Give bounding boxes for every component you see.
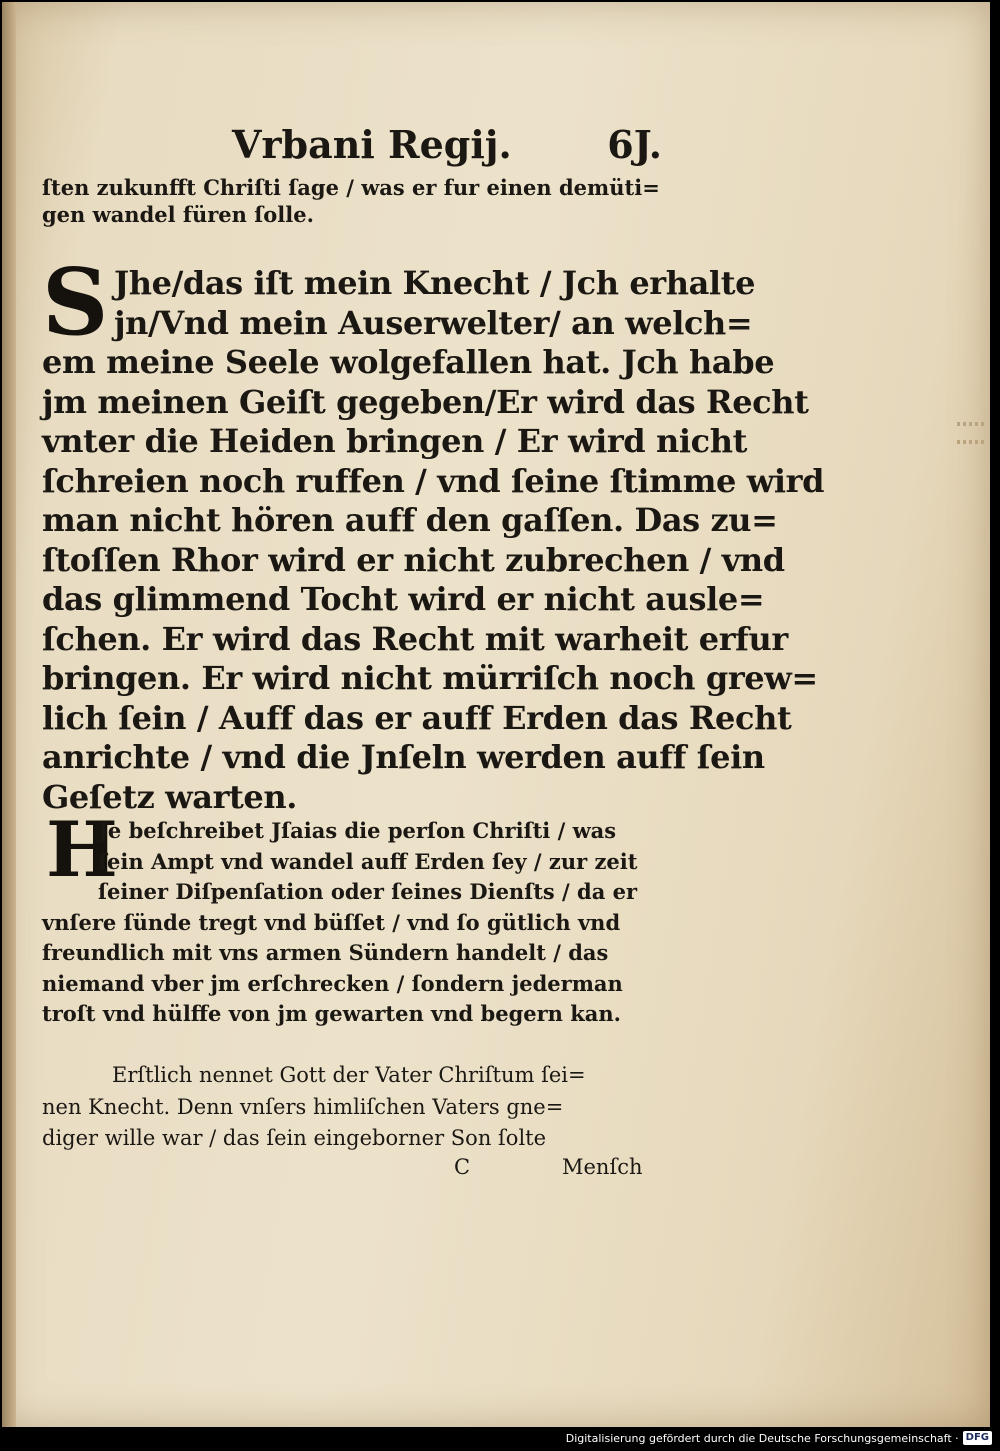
footer-credit: Digitalisierung gefördert durch die Deutsche Forschungsgemeinschaft · [565,1431,959,1445]
text-line: troſt vnd hülffe von jm gewarten vnd begern kan. [42,1001,621,1026]
text-line: Jhe/das iſt mein Knecht / Jch erhalte [114,264,756,302]
text-line: ſchreien noch ruffen / vnd ſeine ſtimme wird [42,461,825,500]
text-line: ſeiner Diſpenſation oder ſeines Dienſts / da er [98,879,638,904]
body-paragraph [42,1060,667,1186]
text-line: Erſtlich nennet Gott der Vater Chriſtum ſei= [112,1063,586,1087]
book-page [2,2,990,1427]
edge-mark [957,440,987,444]
text-line: anrichte / vnd die Jnſeln werden auff ſein [42,738,765,776]
text-line: vnſere ſünde tregt vnd büſſet / vnd ſo gütlich vnd [42,909,621,935]
decorated-initial-h: H [46,805,118,894]
text-line: em meine Seele wolgefallen hat. Jch habe [42,343,775,381]
signature-mark: C [454,1154,471,1179]
decorated-initial-s: S [42,248,109,356]
text-line: lich ſein / Auff das er auff Erden das Recht [42,698,792,737]
signature-catchword-line [42,1155,667,1187]
text-line: vnter die Heiden bringen / Er wird nicht [42,422,747,460]
catchword: Menſch [562,1154,643,1179]
page-header [232,122,662,170]
text-line: jn/Vnd mein Auserwelter/ an welch= [114,303,753,342]
digitization-footer [566,1430,992,1446]
text-line: ſchen. Er wird das Recht mit warheit erfur [42,619,788,658]
commentary-text [42,816,667,1030]
edge-mark [957,422,987,426]
text-line: gen wandel füren ſolle. [42,202,314,227]
text-line: jm meinen Geiſt gegeben/Er wird das Recht [42,382,809,421]
scripture-quote [42,264,825,817]
running-title: Vrbani Regij. [232,122,512,167]
text-line: niemand vber jm erſchrecken / ſondern jederman [42,970,623,996]
text-line: ſtoſſen Rhor wird er nicht zubrechen / vnd [42,540,785,579]
page-gutter-shadow [2,2,16,1427]
text-line: man nicht hören auff den gaſſen. Das zu= [42,501,778,539]
intro-text [42,174,667,228]
text-line: bringen. Er wird nicht mürriſch noch grew= [42,659,818,697]
text-line: ſein Ampt vnd wandel auff Erden ſey / zur zeit [98,848,638,874]
dfg-logo: DFG [963,1431,992,1445]
text-line: ſten zukunfft Chriſti ſage / was er fur einen demüti= [42,175,660,200]
folio-number: 6J. [607,122,662,167]
text-line: Je beſchreibet Jſaias die perſon Chriſti / was [98,818,617,843]
text-line: diger wille war / das ſein eingeborner Son ſolte [42,1126,547,1150]
text-line: nen Knecht. Denn vnſers himliſchen Vaters gne= [42,1094,564,1119]
text-line: Geſetz warten. [42,777,297,816]
text-line: das glimmend Tocht wird er nicht ausle= [42,580,765,618]
text-line: freundlich mit vns armen Sündern handelt / das [42,940,609,965]
